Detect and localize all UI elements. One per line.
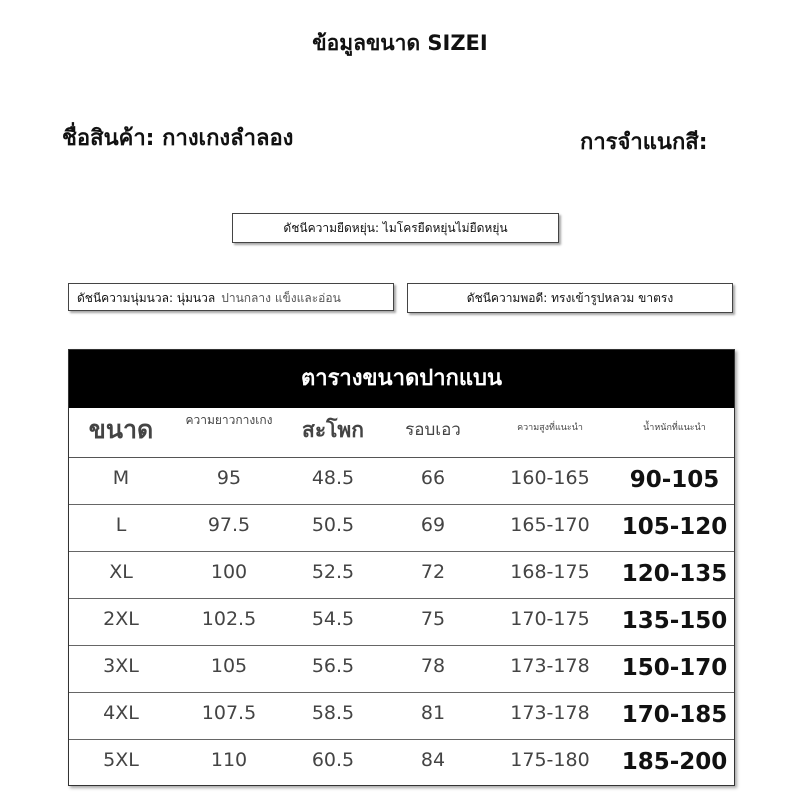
cell-waist: 84 (420, 749, 446, 771)
header-size: ขนาด (88, 415, 154, 444)
fit-index-text: ดัชนีความพอดี: ทรงเข้ารูปหลวม ขาตรง (466, 291, 674, 305)
header-hip: สะโพก (302, 418, 364, 442)
softness-index-text: ดัชนีความนุ่มนวล: นุ่มนวล (77, 291, 216, 305)
cell-height: 160-165 (510, 467, 590, 489)
cell-length: 107.5 (201, 702, 257, 724)
cell-height: 165-170 (510, 514, 590, 536)
fit-index-box (407, 283, 733, 313)
cell-weight: 150-170 (621, 655, 728, 681)
table-banner: ตารางขนาดปากแบน (69, 350, 734, 408)
cell-size: M (112, 467, 130, 489)
size-table (68, 349, 735, 786)
cell-waist: 78 (420, 655, 446, 677)
cell-waist: 69 (420, 514, 446, 536)
cell-length: 110 (210, 749, 248, 771)
cell-hip: 48.5 (311, 467, 355, 489)
cell-weight: 185-200 (621, 749, 728, 775)
page-title: ข้อมูลขนาด SIZEI (312, 31, 488, 55)
cell-hip: 60.5 (311, 749, 355, 771)
cell-hip: 56.5 (311, 655, 355, 677)
cell-height: 173-178 (510, 655, 590, 677)
cell-length: 100 (210, 561, 248, 583)
table-row (69, 693, 734, 740)
product-name: ชื่อสินค้า: กางเกงลำลอง (62, 126, 294, 151)
cell-weight: 105-120 (621, 514, 728, 540)
softness-index-extra: ปานกลาง แข็งและอ่อน (221, 291, 341, 305)
table-header (69, 408, 734, 458)
cell-hip: 58.5 (311, 702, 355, 724)
cell-length: 102.5 (201, 608, 257, 630)
cell-size: XL (109, 561, 133, 583)
cell-weight: 90-105 (629, 467, 720, 493)
cell-size: 3XL (103, 655, 139, 677)
color-classification-label: การจำแนกสี: (580, 130, 708, 155)
cell-waist: 66 (420, 467, 446, 489)
header-weight: น้ำหนักที่แนะนำ (643, 423, 706, 433)
table-row (69, 552, 734, 599)
cell-waist: 81 (420, 702, 446, 724)
cell-waist: 72 (420, 561, 446, 583)
cell-waist: 75 (420, 608, 446, 630)
header-length: ความยาวกางเกง (185, 413, 273, 427)
cell-size: 5XL (103, 749, 139, 771)
cell-size: 2XL (103, 608, 139, 630)
cell-weight: 135-150 (621, 608, 728, 634)
cell-height: 170-175 (510, 608, 590, 630)
table-row (69, 505, 734, 552)
table-row (69, 740, 734, 786)
cell-weight: 170-185 (621, 702, 728, 728)
cell-size: L (115, 514, 127, 536)
header-waist: รอบเอว (405, 420, 461, 440)
cell-hip: 54.5 (311, 608, 355, 630)
stretch-index-text: ดัชนีความยืดหยุ่น: ไมโครยืดหยุ่นไม่ยืดหยุ่น (283, 221, 508, 235)
cell-weight: 120-135 (621, 561, 728, 587)
cell-size: 4XL (103, 702, 139, 724)
cell-hip: 50.5 (311, 514, 355, 536)
header-height: ความสูงที่แนะนำ (517, 423, 583, 433)
table-row (69, 646, 734, 693)
cell-height: 168-175 (510, 561, 590, 583)
table-row (69, 458, 734, 505)
table-body (69, 458, 734, 786)
cell-height: 175-180 (510, 749, 590, 771)
cell-length: 105 (210, 655, 248, 677)
cell-height: 173-178 (510, 702, 590, 724)
table-row (69, 599, 734, 646)
cell-length: 97.5 (207, 514, 251, 536)
stretch-index-box (232, 213, 559, 243)
cell-length: 95 (216, 467, 242, 489)
softness-index-box (68, 283, 394, 311)
cell-hip: 52.5 (311, 561, 355, 583)
